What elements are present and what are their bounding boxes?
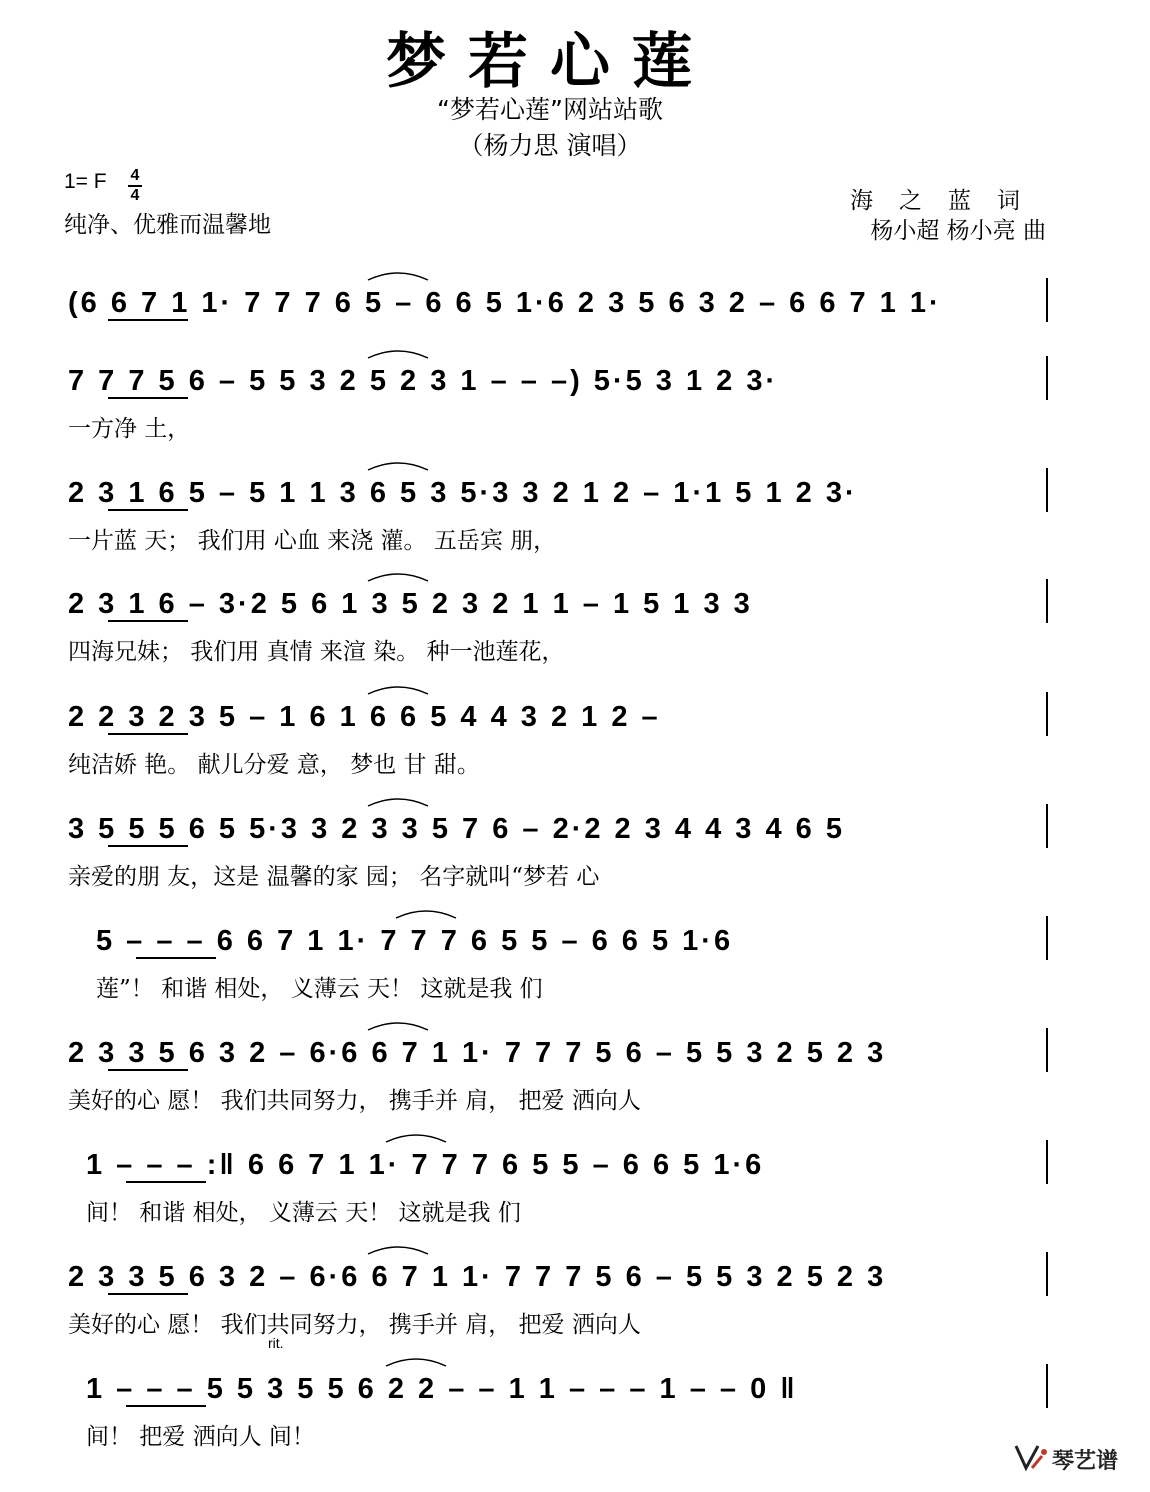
slur <box>368 799 428 806</box>
lyric-text: 间！ 和谐 相处， 义薄云 天！ 这就是我 们 <box>86 1200 521 1226</box>
lyric-text: 间！ 把爱 洒向人 间！ <box>86 1424 315 1450</box>
note-text: (6 6 7 1 1· 7 7 7 6 5 – 6 6 5 1·6 2 3 5 6 3 2 – 6 6 7 1 1· <box>68 287 942 319</box>
note-text: 2 3 3 5 6 3 2 – 6·6 6 7 1 1· 7 7 7 5 6 – 5 5 3 2 5 2 3 <box>68 1261 887 1293</box>
note-text: 2 3 1 6 5 – 5 1 1 3 6 5 3 5·3 3 2 1 2 – 1·1 5 1 2 3· <box>68 477 858 509</box>
slur <box>368 574 428 581</box>
note-text: 2 3 1 6 – 3·2 5 6 1 3 5 2 3 2 1 1 – 1 5 1 3 3 <box>68 588 753 620</box>
slur <box>368 1247 428 1254</box>
slur <box>396 911 456 918</box>
slur <box>368 1023 428 1030</box>
note-text: 1 – – – 5 5 3 5 5 6 2 2 – – 1 1 – – – 1 – – 0 ‖ <box>86 1373 798 1405</box>
slur <box>368 687 428 694</box>
song-title: 梦若心莲 <box>386 27 714 97</box>
lyric-text: 纯洁娇 艳。 献儿分爱 意， 梦也 甘 甜。 <box>68 752 480 778</box>
lyric-text: 莲”！ 和谐 相处， 义薄云 天！ 这就是我 们 <box>96 976 543 1002</box>
watermark-logo <box>1012 1440 1132 1476</box>
note-text: 2 2 3 2 3 5 – 1 6 1 6 6 5 4 4 3 2 1 2 – <box>68 701 661 733</box>
score-line <box>86 1359 1047 1450</box>
composer-credit: 杨小超 杨小亮 曲 <box>870 218 1046 244</box>
score-line <box>68 1023 1047 1114</box>
score-line <box>68 351 1047 442</box>
score-line <box>68 463 1047 554</box>
lyric-text: 亲爱的朋 友，这是 温馨的家 园； 名字就叫“梦若 心 <box>68 864 600 890</box>
lyricist-credit: 海之蓝词 <box>850 188 1046 214</box>
lyric-text: 美好的心 愿！ 我们共同努力， 携手并 肩， 把爱 洒向人 <box>68 1312 641 1338</box>
lyric-text: 四海兄妹； 我们用 真情 来渲 染。 种一池莲花， <box>68 639 565 665</box>
note-text: 1 – – – :‖ 6 6 7 1 1· 7 7 7 6 5 5 – 6 6 5 1·6 <box>86 1149 765 1181</box>
score-line <box>68 574 1047 665</box>
slur <box>386 1135 446 1142</box>
score-line <box>68 687 1047 778</box>
slur <box>368 351 428 358</box>
singer-credit: （杨力思 演唱） <box>458 131 642 160</box>
slur <box>386 1359 446 1366</box>
note-text: 2 3 3 5 6 3 2 – 6·6 6 7 1 1· 7 7 7 5 6 – 5 5 3 2 5 2 3 <box>68 1037 887 1069</box>
song-subtitle: “梦若心莲”网站站歌 <box>437 95 663 124</box>
lyric-text: 美好的心 愿！ 我们共同努力， 携手并 肩， 把爱 洒向人 <box>68 1088 641 1114</box>
score-line <box>68 799 1047 890</box>
score-line <box>96 911 1047 1002</box>
tempo-marking: 纯净、优雅而温馨地 <box>64 212 271 238</box>
score-line <box>68 1247 1047 1338</box>
note-text: 5 – – – 6 6 7 1 1· 7 7 7 6 5 5 – 6 6 5 1·6 <box>96 925 734 957</box>
note-text: 7 7 7 5 6 – 5 5 3 2 5 2 3 1 – – –) 5·5 3 1 2 3· <box>68 365 779 397</box>
note-text: 3 5 5 5 6 5 5·3 3 2 3 3 5 7 6 – 2·2 2 3 4 4 3 4 6 5 <box>68 813 845 845</box>
slur <box>368 273 428 280</box>
watermark-text: 琴艺谱 <box>1052 1449 1119 1474</box>
time-signature: 4 4 <box>128 168 142 204</box>
score-line <box>68 273 1047 322</box>
rit-marking: rit. <box>268 1335 284 1351</box>
lyric-text: 一片蓝 天； 我们用 心血 来浇 灌。 五岳宾 朋， <box>68 528 557 554</box>
key-signature: 1= F <box>64 170 107 193</box>
lyric-text: 一方净 土， <box>68 416 191 442</box>
score-line <box>86 1135 1047 1226</box>
slur <box>368 463 428 470</box>
